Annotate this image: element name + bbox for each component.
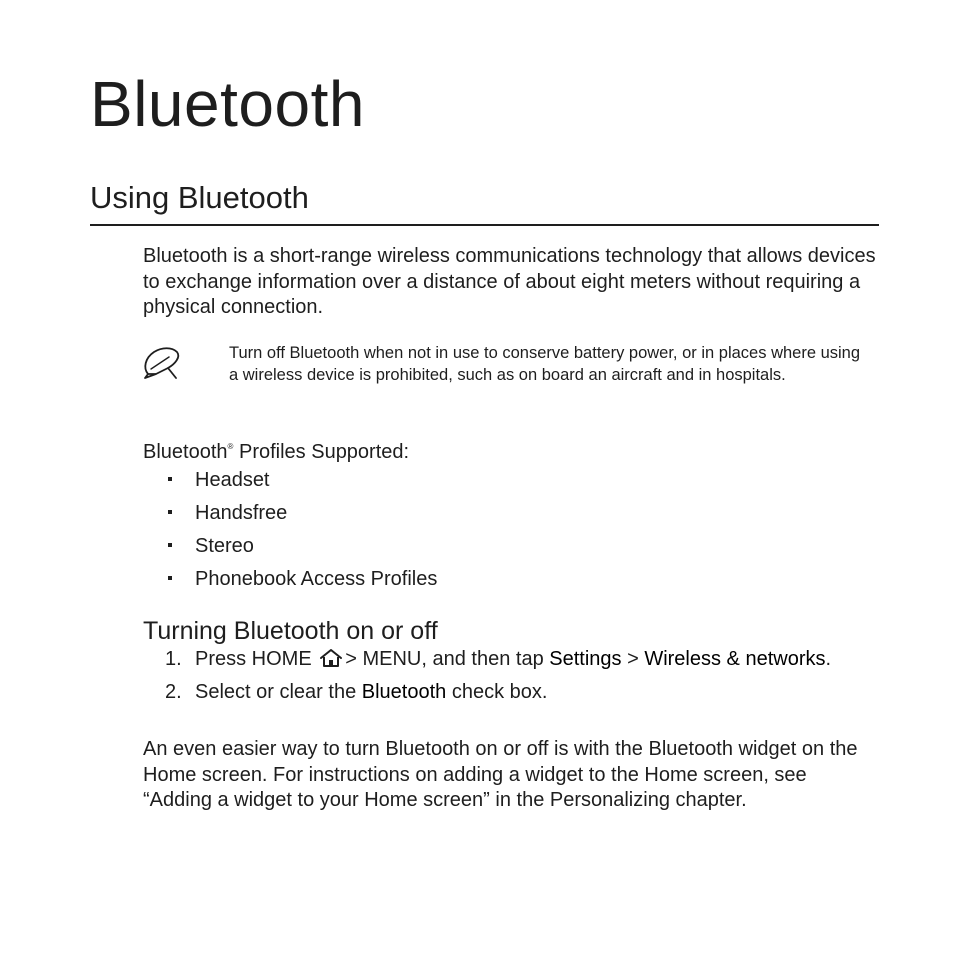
step-item bbox=[143, 680, 843, 705]
step-text: > MENU, and then tap bbox=[345, 648, 550, 670]
step-text: Select or clear the bbox=[195, 681, 362, 703]
bullet-icon bbox=[168, 543, 172, 547]
step-text: > bbox=[621, 648, 645, 670]
list-item-label: Stereo bbox=[195, 535, 254, 557]
note-pen-icon bbox=[142, 344, 182, 380]
list-item bbox=[143, 467, 437, 500]
profiles-label-rest: Profiles Supported: bbox=[233, 441, 410, 463]
list-item-label: Phonebook Access Profiles bbox=[195, 568, 438, 590]
subsection-heading: Turning Bluetooth on or off bbox=[143, 617, 438, 645]
step-text: check box. bbox=[446, 681, 548, 703]
ui-term-wireless-networks: Wireless & networks bbox=[644, 648, 826, 670]
step-number: 2. bbox=[165, 681, 182, 703]
note-text: Turn off Bluetooth when not in use to conserve battery power, or in places where using a wireless device is prohibited, such as on board an aircraft and in hospitals. bbox=[229, 344, 861, 384]
step-item bbox=[143, 647, 843, 672]
list-item bbox=[143, 566, 437, 599]
steps-list bbox=[143, 647, 843, 713]
ui-term-settings: Settings bbox=[549, 648, 622, 670]
list-item bbox=[143, 533, 437, 566]
step-text: Press HOME bbox=[195, 648, 318, 670]
home-icon bbox=[319, 648, 343, 668]
step-number: 1. bbox=[165, 648, 182, 670]
section-heading: Using Bluetooth bbox=[90, 178, 879, 226]
step-text: . bbox=[825, 648, 832, 670]
list-item bbox=[143, 500, 437, 533]
profiles-list bbox=[143, 467, 437, 599]
bullet-icon bbox=[168, 510, 172, 514]
bullet-icon bbox=[168, 576, 172, 580]
ui-term-bluetooth: Bluetooth bbox=[361, 681, 447, 703]
bullet-icon bbox=[168, 477, 172, 481]
intro-paragraph: Bluetooth is a short-range wireless communications technology that allows devices to exchange information over a distance of about eight meters without requiring a physical connection. bbox=[143, 245, 876, 318]
registered-mark: ® bbox=[227, 442, 234, 451]
page-title: Bluetooth bbox=[90, 68, 365, 140]
list-item-label: Headset bbox=[195, 469, 270, 491]
outro-paragraph: An even easier way to turn Bluetooth on or off is with the Bluetooth widget on the Home screen. For instructions on adding a widget to the Home screen, see “Adding a widget to your Home screen” in the Personalizing chapter. bbox=[143, 738, 858, 811]
profiles-label bbox=[143, 434, 409, 465]
profiles-label-brand: Bluetooth bbox=[143, 441, 228, 463]
list-item-label: Handsfree bbox=[195, 502, 288, 524]
